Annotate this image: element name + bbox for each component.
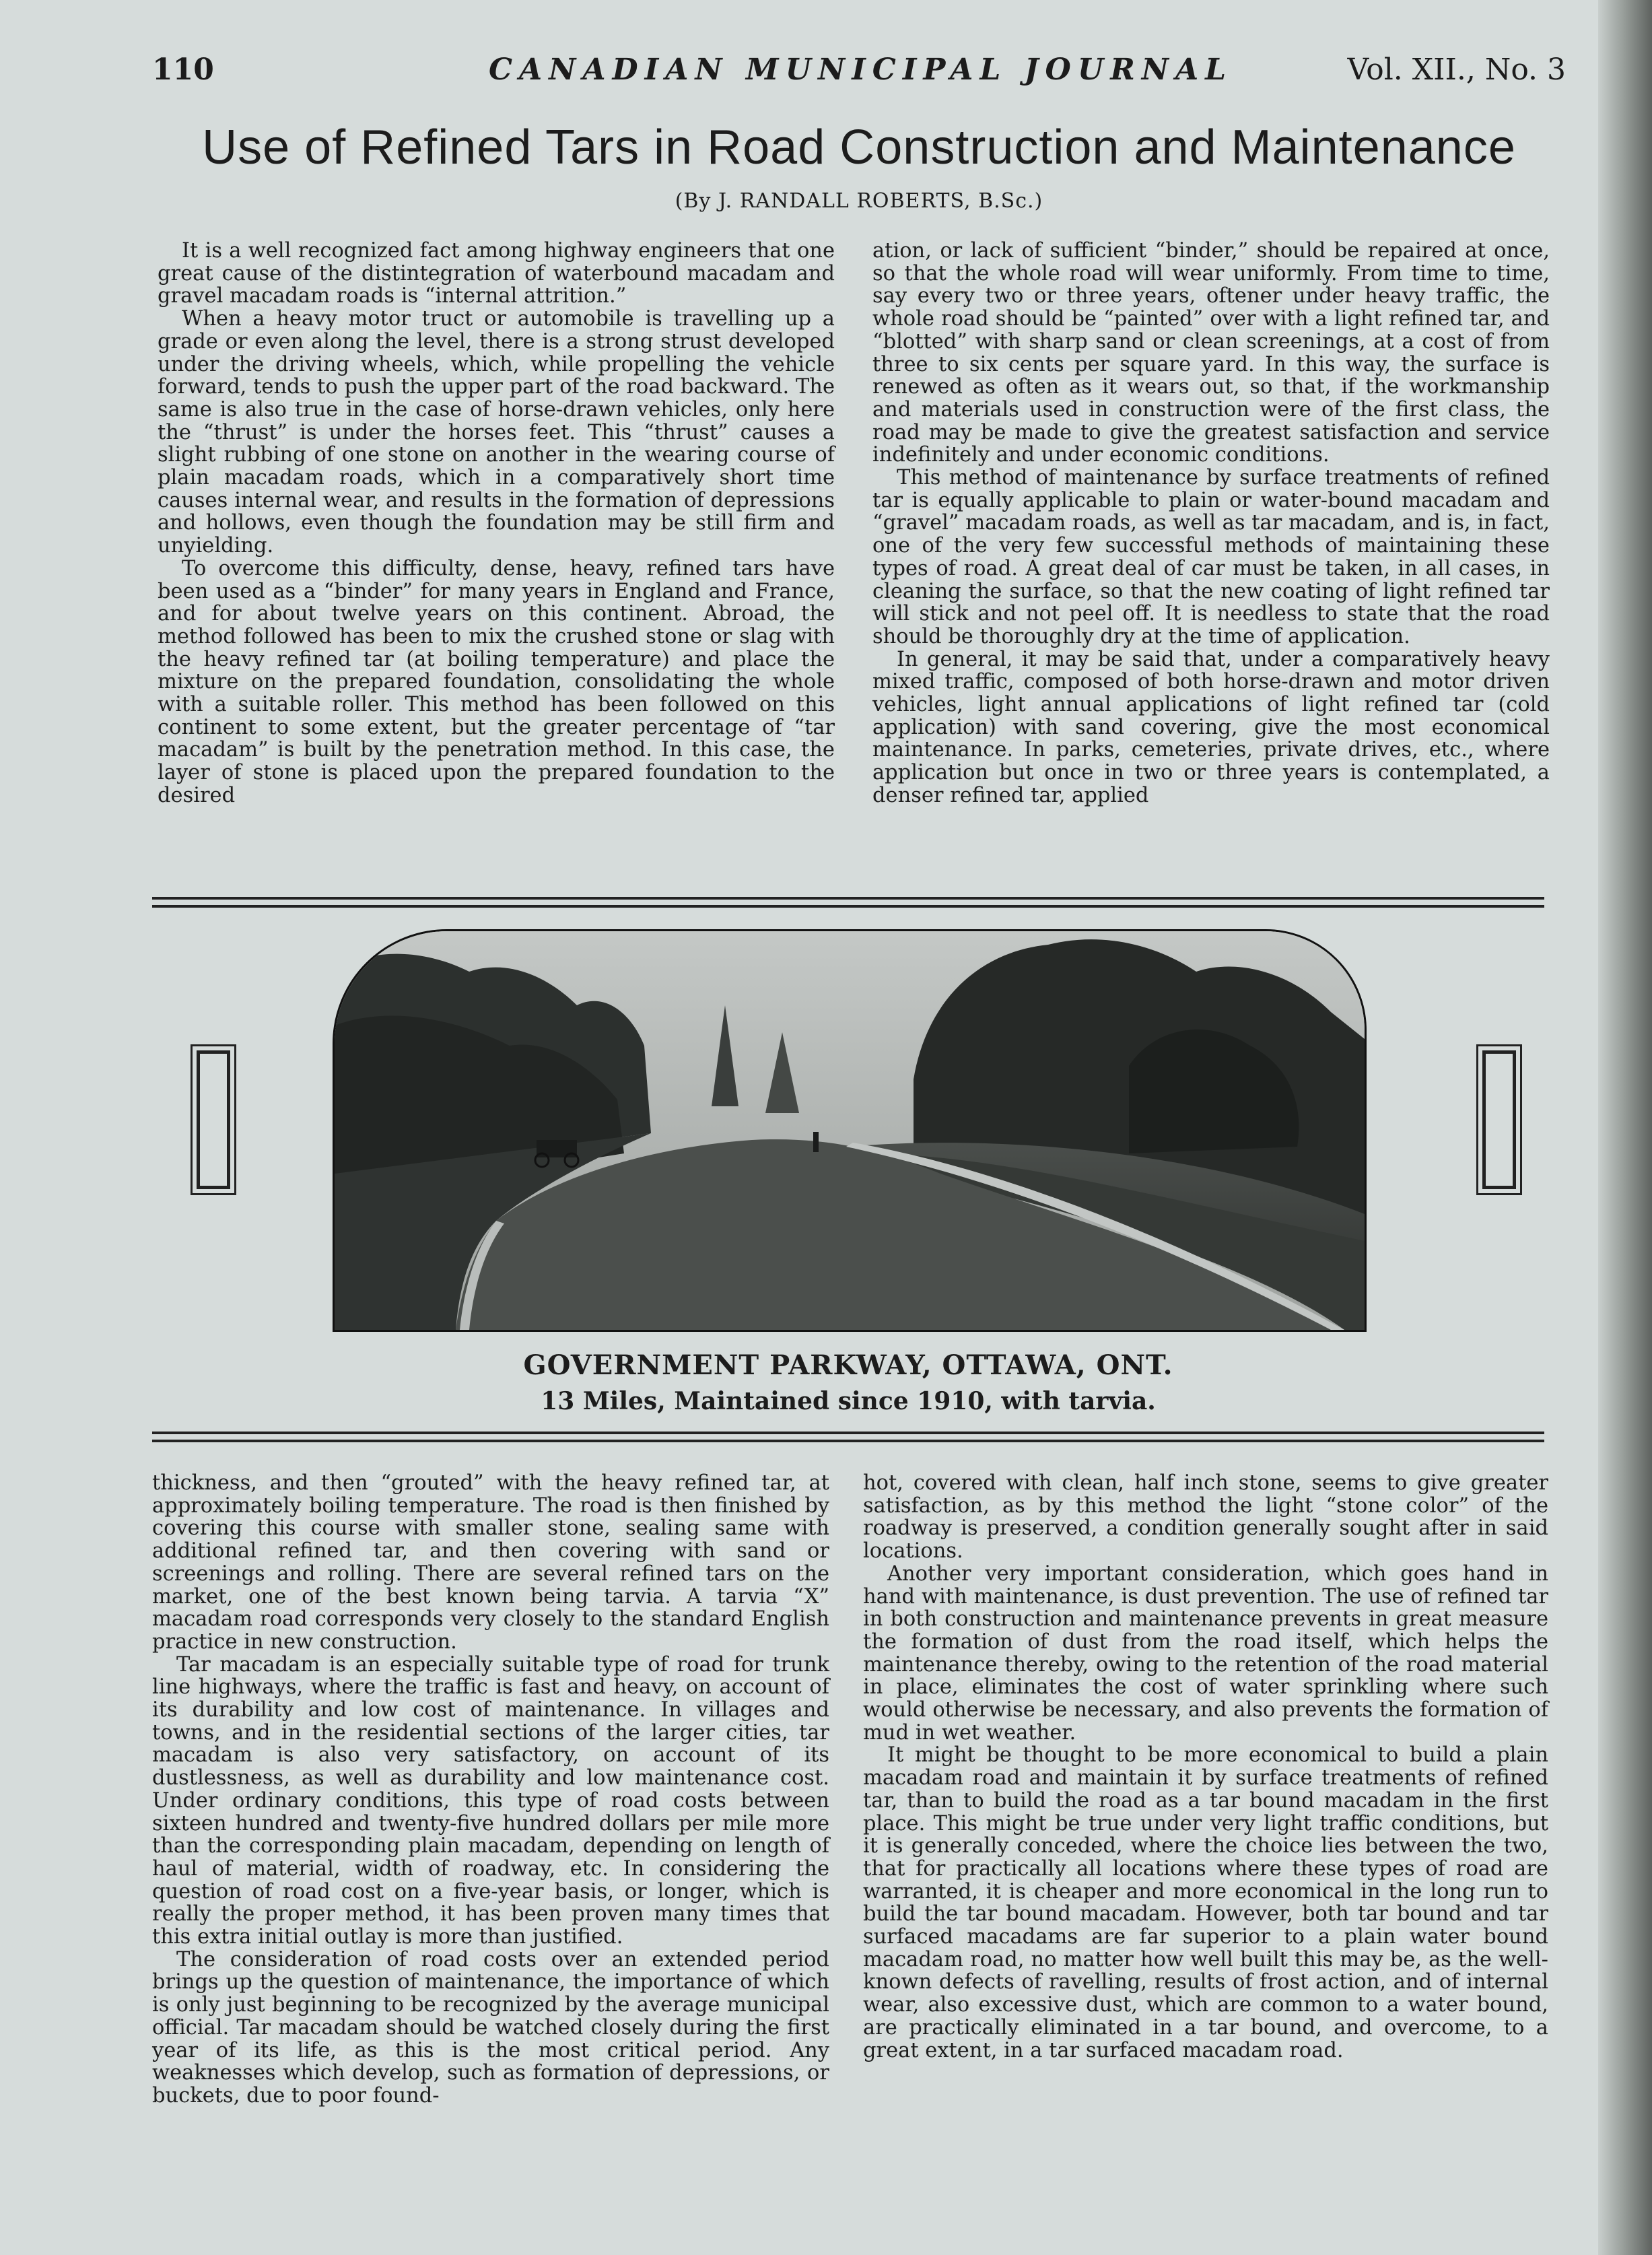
paragraph: The consideration of road costs over an extended period brings up the question of maintenance, the importance of which is only just beginning to be recognized by the average municipal official. Tar macadam should be watched closely during the first year of its life, as this is the most critical period. Any weaknesses which develop, such as formation of depressions, or buckets, due to poor found- <box>152 1947 829 2108</box>
page-edge <box>1598 0 1652 2255</box>
ornament-right <box>1482 1050 1516 1189</box>
volume-number: Vol. XII., No. 3 <box>1347 53 1566 87</box>
double-rule-bottom <box>152 1430 1544 1445</box>
paragraph: It is a well recognized fact among highway engineers that one great cause of the distintegration of waterbound macadam and gravel macadam roads is “internal attrition.” <box>158 239 835 308</box>
paragraph: ation, or lack of sufficient “binder,” should be repaired at once, so that the whole road will wear uniformly. From time to time, say every two or three years, oftener under heavy traffic, the whole road should be “painted” over with a light refined tar, and “blotted” with sharp sand or clean screenings, at a cost of from three to six cents per square yard. In this way, the surface is renewed as often as it wears out, so that, if the workmanship and materials used in construction were of the first class, the road may be made to give the greatest satisfaction and service indefinitely and under economic conditions. <box>872 239 1550 467</box>
ornament-left <box>197 1050 230 1189</box>
column-bottom-left <box>152 1472 829 2108</box>
paragraph: In general, it may be said that, under a comparatively heavy mixed traffic, composed of both horse-drawn and motor driven vehicles, light annual applications of light refined tar (cold application) with sand covering, give the most economical maintenance. In parks, cemeteries, private drives, etc., where application but once in two or three years is contemplated, a denser refined tar, applied <box>872 647 1550 807</box>
figure-caption-subtitle: 13 Miles, Maintained since 1910, with tarvia. <box>541 1387 1156 1415</box>
paragraph: This method of maintenance by surface treatments of refined tar is equally applicable to plain or water-bound macadam and “gravel” macadam roads, as well as tar macadam, and is, in fact, one of the very few successful methods of maintaining these types of road. A great deal of car must be taken, in all cases, in cleaning the surface, so that the new coating of light refined tar will stick and not peel off. It is needless to state that the road should be thoroughly dry at the time of application. <box>872 466 1550 648</box>
paragraph: To overcome this difficulty, dense, heavy, refined tars have been used as a “binder” for many years in England and France, and for about twelve years on this continent. Abroad, the method followed has been to mix the crushed stone or slag with the heavy refined tar (at boiling temperature) and place the mixture on the prepared foundation, consolidating the whole with a suitable roller. This method has been followed on this continent to some extent, but the greater percentage of “tar macadam” is built by the penetration method. In this case, the layer of stone is placed upon the prepared foundation to the desired <box>158 556 835 807</box>
parkway-photo-image <box>335 931 1365 1330</box>
column-top-left <box>158 240 835 807</box>
paragraph: When a heavy motor truct or automobile is travelling up a grade or even along the level, there is a strong strust developed under the driving wheels, which, while propelling the vehicle forward, tends to push the upper part of the road backward. The same is also true in the case of horse-drawn vehicles, only here the “thrust” is under the horses feet. This “thrust” causes a slight rubbing of one stone on another in the wearing course of plain macadam roads, which in a comparatively short time causes internal wear, and results in the formation of depressions and hollows, even though the foundation may be still firm and unyielding. <box>158 307 835 558</box>
paragraph: Tar macadam is an especially suitable type of road for trunk line highways, where the traffic is fast and heavy, on account of its durability and low cost of maintenance. In villages and towns, and in the residential sections of the larger cities, tar macadam is also very satisfactory, on account of its dustlessness, as well as durability and low maintenance cost. Under ordinary conditions, this type of road costs between sixteen hundred and twenty-five hundred dollars per mile more than the corresponding plain macadam, depending on length of haul of material, width of roadway, etc. In considering the question of road cost on a five-year basis, or longer, which is really the proper method, it has been proven many times that this extra initial outlay is more than justified. <box>152 1652 829 1949</box>
figure-caption-title: GOVERNMENT PARKWAY, OTTAWA, ONT. <box>523 1349 1173 1381</box>
paragraph: Another very important consideration, which goes hand in hand with maintenance, is dust prevention. The use of refined tar in both construction and maintenance prevents in great measure the formation of dust from the road itself, which helps the maintenance thereby, owing to the retention of the road material in place, eliminates the cost of water sprinkling where such would otherwise be necessary, and also prevents the formation of mud in wet weather. <box>863 1561 1548 1745</box>
column-bottom-right <box>863 1472 1548 2062</box>
article-title: Use of Refined Tars in Road Construction and Maintenance <box>202 121 1516 174</box>
parkway-photo <box>333 929 1367 1332</box>
double-rule-top <box>152 896 1544 910</box>
journal-name: CANADIAN MUNICIPAL JOURNAL <box>489 53 1233 87</box>
page-number: 110 <box>152 53 214 87</box>
article-byline: (By J. RANDALL ROBERTS, B.Sc.) <box>675 189 1043 213</box>
column-top-right <box>872 240 1550 807</box>
paragraph: thickness, and then “grouted” with the heavy refined tar, at approximately boiling temperature. The road is then finished by covering this course with smaller stone, sealing same with additional refined tar, and then covering with sand or screenings and rolling. There are several refined tars on the market, one of the best known being tarvia. A tarvia “X” macadam road corresponds very closely to the standard English practice in new construction. <box>152 1471 829 1654</box>
paragraph: It might be thought to be more economical to build a plain macadam road and maintain it by surface treatments of refined tar, than to build the road as a tar bound macadam in the first place. This might be true under very light traffic conditions, but it is generally conceded, where the choice lies between the two, that for practically all locations where these types of road are warranted, it is cheaper and more economical in the long run to build the tar bound macadam. However, both tar bound and tar surfaced macadams are far superior to a plain water bound macadam road, no matter how well built this may be, as the well-known defects of ravelling, results of frost action, and of internal wear, also excessive dust, which are common to a water bound, are practically eliminated in a tar bound, and overcome, to a great extent, in a tar surfaced macadam road. <box>863 1743 1548 2062</box>
running-header <box>152 53 1566 100</box>
paragraph: hot, covered with clean, half inch stone, seems to give greater satisfaction, as by this method the light “stone color” of the roadway is preserved, a condition generally sought after in said locations. <box>863 1471 1548 1563</box>
